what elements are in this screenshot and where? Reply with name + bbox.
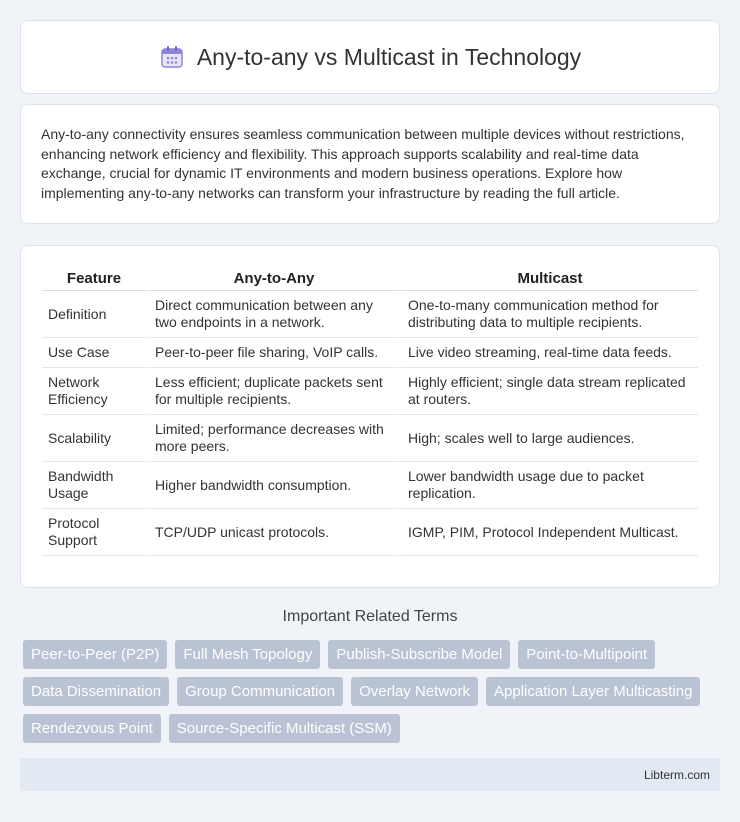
row-any-to-any: Direct communication between any two endpoints in a network. bbox=[146, 291, 399, 338]
footer-site-link[interactable]: Libterm.com bbox=[643, 767, 710, 782]
row-any-to-any: Less efficient; duplicate packets sent for multiple recipients. bbox=[146, 368, 399, 415]
table-header-row bbox=[42, 264, 698, 291]
row-any-to-any: Limited; performance decreases with more peers. bbox=[146, 415, 399, 462]
related-terms-list bbox=[23, 640, 723, 743]
row-feature: Definition bbox=[42, 291, 146, 338]
related-term-tag[interactable]: Publish-Subscribe Model bbox=[328, 640, 510, 669]
related-term-tag[interactable]: Data Dissemination bbox=[23, 677, 169, 706]
related-term-tag[interactable]: Full Mesh Topology bbox=[175, 640, 320, 669]
row-feature: Network Efficiency bbox=[42, 368, 146, 415]
header-any-to-any: Any-to-Any bbox=[146, 264, 399, 291]
related-term-tag[interactable]: Peer-to-Peer (P2P) bbox=[23, 640, 167, 669]
related-term-tag[interactable]: Application Layer Multicasting bbox=[486, 677, 700, 706]
row-any-to-any: Higher bandwidth consumption. bbox=[146, 462, 399, 509]
table-row bbox=[42, 462, 698, 509]
related-term-tag[interactable]: Rendezvous Point bbox=[23, 714, 161, 743]
row-feature: Use Case bbox=[42, 338, 146, 368]
row-feature: Protocol Support bbox=[42, 509, 146, 556]
table-row bbox=[42, 291, 698, 338]
comparison-card bbox=[20, 245, 720, 588]
table-row bbox=[42, 338, 698, 368]
table-row bbox=[42, 368, 698, 415]
table-row bbox=[42, 509, 698, 556]
row-multicast: One-to-many communication method for distributing data to multiple recipients. bbox=[399, 291, 698, 338]
related-terms-title: Important Related Terms bbox=[282, 608, 458, 625]
row-any-to-any: TCP/UDP unicast protocols. bbox=[146, 509, 399, 556]
row-multicast: Lower bandwidth usage due to packet replication. bbox=[399, 462, 698, 509]
row-feature: Bandwidth Usage bbox=[42, 462, 146, 509]
header-feature: Feature bbox=[42, 264, 146, 291]
intro-card bbox=[20, 104, 720, 224]
row-multicast: High; scales well to large audiences. bbox=[399, 415, 698, 462]
row-multicast: Live video streaming, real-time data feeds. bbox=[399, 338, 698, 368]
page-title: Any-to-any vs Multicast in Technology bbox=[196, 43, 582, 70]
header-multicast: Multicast bbox=[399, 264, 698, 291]
related-term-tag[interactable]: Overlay Network bbox=[351, 677, 478, 706]
related-term-tag[interactable]: Source-Specific Multicast (SSM) bbox=[169, 714, 400, 743]
footer bbox=[20, 758, 720, 791]
table-row bbox=[42, 415, 698, 462]
row-multicast: IGMP, PIM, Protocol Independent Multicast. bbox=[399, 509, 698, 556]
comparison-table bbox=[42, 264, 698, 556]
calendar-icon bbox=[159, 44, 185, 70]
row-multicast: Highly efficient; single data stream replicated at routers. bbox=[399, 368, 698, 415]
related-term-tag[interactable]: Group Communication bbox=[177, 677, 343, 706]
related-term-tag[interactable]: Point-to-Multipoint bbox=[518, 640, 655, 669]
row-feature: Scalability bbox=[42, 415, 146, 462]
title-card bbox=[20, 20, 720, 94]
row-any-to-any: Peer-to-peer file sharing, VoIP calls. bbox=[146, 338, 399, 368]
intro-text: Any-to-any connectivity ensures seamless communication between multiple devices without restrictions, enhancing network efficiency and flexibility. This approach supports scalability and real-time data exchange, crucial for dynamic IT environments and modern business operations. Explore how implementing any-to-any networks can transform your infrastructure by reading the full article. bbox=[41, 126, 685, 201]
